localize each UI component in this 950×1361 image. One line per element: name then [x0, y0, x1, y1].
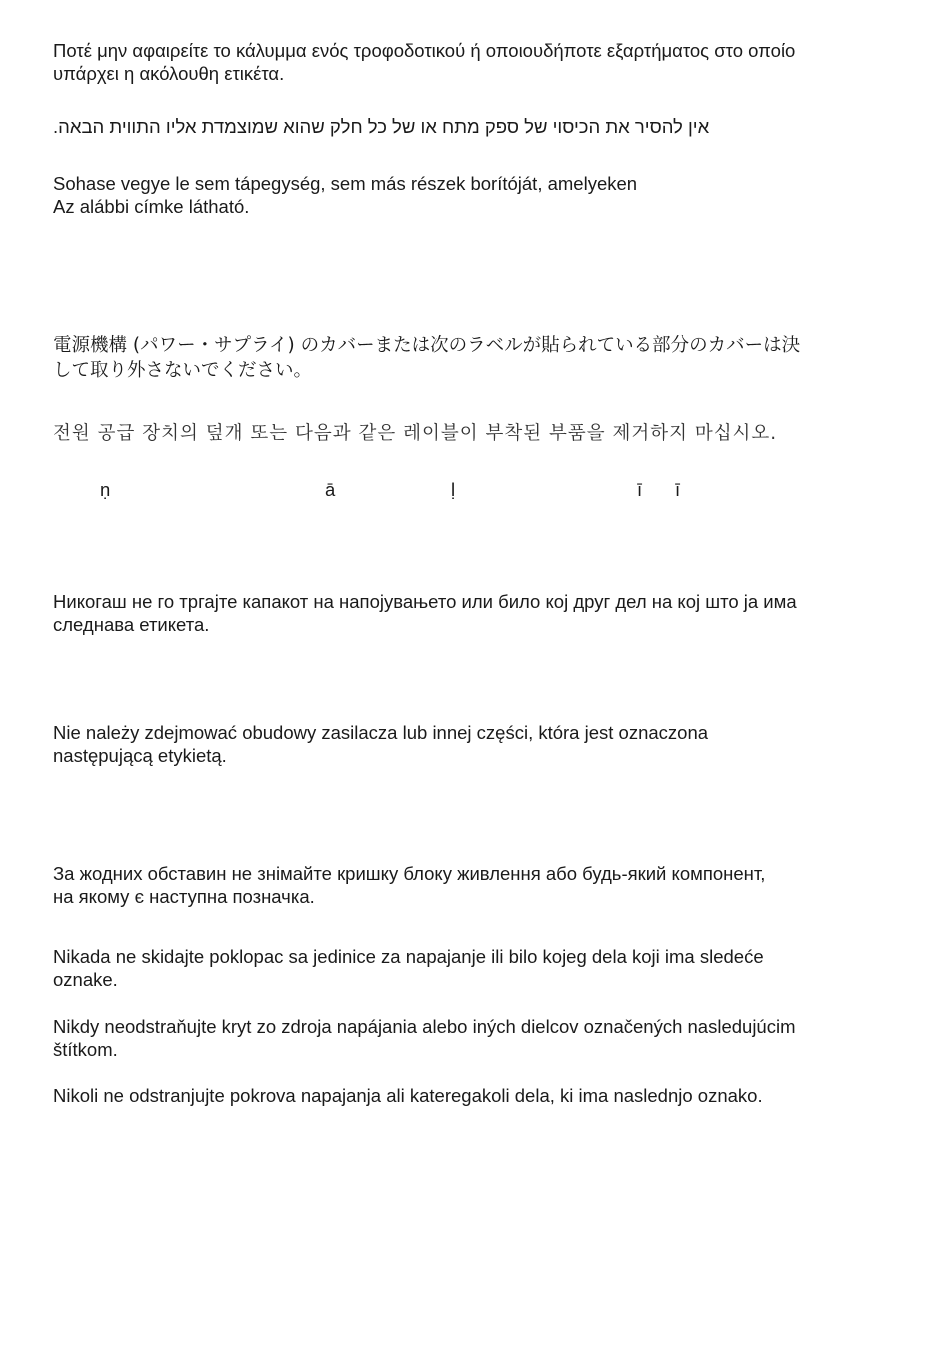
ukrainian-warning-line-1: За жодних обставин не знімайте кришку блоку живлення або будь-який компонент,	[53, 863, 766, 884]
polish-warning-line-2: następującą etykietą.	[53, 745, 227, 766]
slovak-warning-line-2: štítkom.	[53, 1039, 118, 1060]
slovak-warning-line-1: Nikdy neodstraňujte kryt zo zdroja napájania alebo iných dielcov označených nasledujúcim	[53, 1016, 796, 1037]
serbian-warning-line-1: Nikada ne skidajte poklopac sa jedinice za napajanje ili bilo kojeg dela koji ima sledeće	[53, 946, 764, 967]
diacritic-characters	[0, 478, 950, 504]
macedonian-warning	[53, 590, 863, 636]
japanese-warning	[53, 333, 863, 383]
greek-warning-line-2: υπάρχει η ακόλουθη ετικέτα.	[53, 63, 285, 84]
greek-warning	[53, 39, 863, 85]
ukrainian-warning-line-2: на якому є наступна позначка.	[53, 886, 315, 907]
hungarian-warning	[53, 172, 863, 218]
diacritic-char: ḷ	[451, 479, 456, 500]
slovak-warning	[53, 1015, 863, 1061]
korean-warning	[53, 422, 863, 445]
macedonian-warning-line-2: следнава етикета.	[53, 614, 210, 635]
polish-warning	[53, 721, 863, 767]
serbian-warning	[53, 945, 863, 991]
ukrainian-warning	[53, 862, 863, 908]
polish-warning-line-1: Nie należy zdejmować obudowy zasilacza lub innej części, która jest oznaczona	[53, 722, 709, 743]
hebrew-warning	[53, 115, 863, 138]
hungarian-warning-line-1: Sohase vegye le sem tápegység, sem más részek borítóját, amelyeken	[53, 173, 638, 194]
japanese-warning-line-2: して取り外さないでください。	[53, 360, 313, 381]
macedonian-warning-line-1: Никогаш не го тргајте капакот на напојувањето или било кој друг дел на кој што ја има	[53, 591, 797, 612]
hebrew-warning-line-1: אין להסיר את הכיסוי של ספק מתח או של כל חלק שהוא שמוצמדת אליו התווית הבאה.	[53, 116, 710, 137]
japanese-warning-line-1: 電源機構 (パワー・サプライ) のカバーまたは次のラベルが貼られている部分のカバーは決	[53, 335, 801, 356]
diacritic-char: ī	[675, 479, 681, 500]
slovenian-warning-line-1: Nikoli ne odstranjujte pokrova napajanja ali kateregakoli dela, ki ima naslednjo oznako.	[53, 1085, 763, 1106]
diacritic-char: ṇ	[100, 479, 111, 500]
serbian-warning-line-2: oznake.	[53, 969, 118, 990]
diacritic-char: ā	[325, 479, 336, 500]
greek-warning-line-1: Ποτέ μην αφαιρείτε το κάλυμμα ενός τροφοδοτικού ή οποιουδήποτε εξαρτήματος στο οποίο	[53, 40, 796, 61]
korean-warning-line-1: 전원 공급 장치의 덮개 또는 다음과 같은 레이블이 부착된 부품을 제거하지 마십시오.	[53, 423, 778, 444]
diacritic-char: ī	[637, 479, 643, 500]
slovenian-warning	[53, 1084, 863, 1107]
hungarian-warning-line-2: Az alábbi címke látható.	[53, 196, 250, 217]
